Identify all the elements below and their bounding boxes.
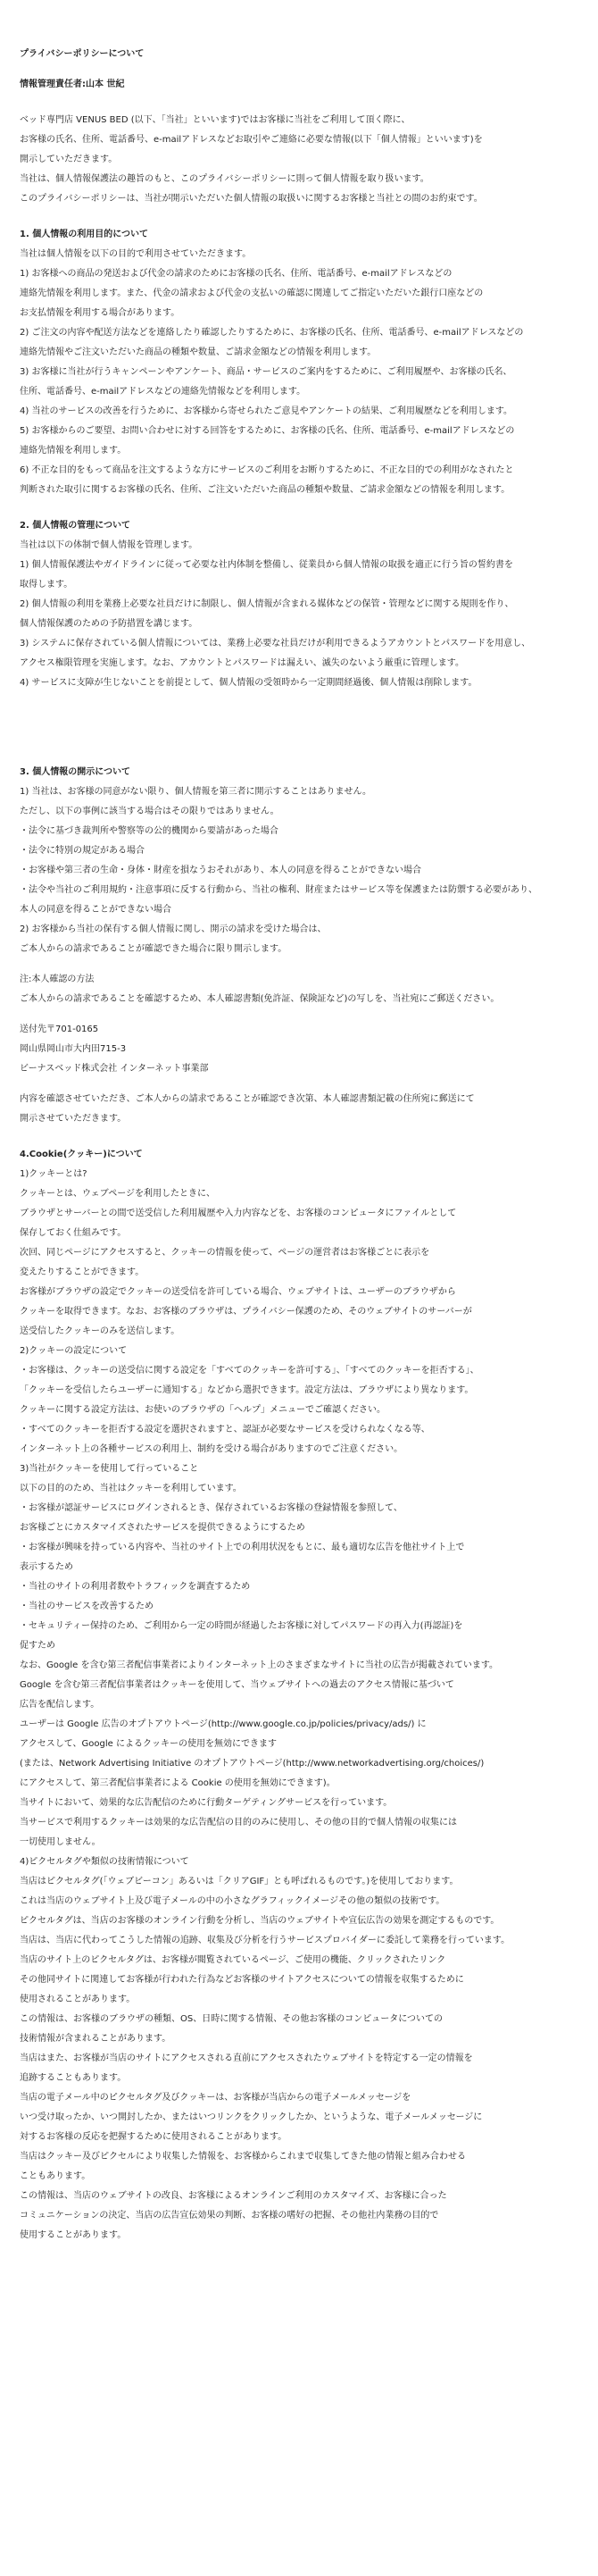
text-line: クッキーとは、ウェブページを利用したときに、 [20, 1189, 215, 1199]
text-line: 開示させていただきます。 [20, 1114, 127, 1124]
text-line: 使用することがあります。 [20, 2230, 127, 2240]
text-line: ・法令や当社のご利用規約・注意事項に反する行動から、当社の権利、財産またはサービス等を保護または防禦する必要があり、 [20, 885, 537, 895]
text-line: 6) 不正な目的をもって商品を注文するような方にサービスのご利用をお断りするために、不正な目的での利用がなされたと [20, 465, 514, 475]
text-line: 連絡先情報を利用します。また、代金の請求および代金の支払いの確認に関連してご指定いただいた銀行口座などの [20, 289, 484, 298]
text-line: ・当社のサイトの利用者数やトラフィックを調査するため [20, 1582, 251, 1592]
text-line: 保存しておく仕組みです。 [20, 1228, 127, 1238]
text-line: 当店の電子メール中のピクセルタグ及びクッキーは、お客様が当店からの電子メールメッセージを [20, 2093, 411, 2103]
text-line: 2) ご注文の内容や配送方法などを連絡したり確認したりするために、お客様の氏名、住所、電話番号、e-mailアドレスなどの [20, 328, 524, 338]
text-line: ピクセルタグは、当店のお客様のオンライン行動を分析し、当店のウェブサイトや宣伝広告の効果を測定するものです。 [20, 1916, 500, 1926]
text-line: 当店はクッキー及びピクセルにより収集した情報を、お客様からこれまで収集してきた他の情報と組み合わせる [20, 2152, 466, 2162]
text-line: ユーザーは Google 広告のオプトアウトページ(http://www.google.co.jp/policies/privacy/ads/) に [20, 1719, 427, 1729]
text-line: インターネット上の各種サービスの利用上、制約を受ける場合がありますのでご注意ください。 [20, 1444, 403, 1454]
text-line: 送受信したクッキーのみを送信します。 [20, 1326, 180, 1336]
text-line: 判断された取引に関するお客様の氏名、住所、ご注文いただいた商品の種類や数量、ご請求金額などの情報を利用します。 [20, 485, 511, 495]
text-line: ご本人からの請求であることが確認できた場合に限り開示します。 [20, 944, 287, 954]
text-line: いつ受け取ったか、いつ開封したか、またはいつリンクをクリックしたか、というような、電子メールメッセージに [20, 2112, 483, 2122]
text-line: 本人の同意を得ることができない場合 [20, 905, 171, 915]
text-line: 「クッキーを受信したらユーザーに通知する」などから選択できます。設定方法は、ブラウザにより異なります。 [20, 1385, 474, 1395]
text-line: 当社は個人情報を以下の目的で利用させていただきます。 [20, 249, 252, 259]
section-4-body [20, 1165, 580, 2246]
text-line: 4) サービスに支障が生じないことを前提として、個人情報の受領時から一定期間経過後、個人情報は削除します。 [20, 678, 478, 688]
text-line: 1) お客様への商品の発送および代金の請求のためにお客様の氏名、住所、電話番号、e-mailアドレスなどの [20, 269, 453, 279]
text-line: 当サイトにおいて、効果的な広告配信のために行動ターゲティングサービスを行っています。 [20, 1798, 393, 1808]
text-line: 取得します。 [20, 580, 73, 590]
section-2-body [20, 536, 580, 693]
text-line: ・すべてのクッキーを拒否する設定を選択されますと、認証が必要なサービスを受けられなくなる等、 [20, 1425, 430, 1434]
text-line: ・お客様が認証サービスにログインされるとき、保存されているお客様の登録情報を参照して、 [20, 1503, 403, 1513]
text-line: お客様ごとにカスタマイズされたサービスを提供できるようにするため [20, 1523, 305, 1533]
text-line: 1)クッキーとは? [20, 1169, 87, 1179]
text-line: ・セキュリティー保持のため、ご利用から一定の時間が経過したお客様に対してパスワードの再入力(再認証)を [20, 1621, 463, 1631]
text-line: クッキーを取得できます。なお、お客様のブラウザは、プライバシー保護のため、そのウェブサイトのサーバーが [20, 1307, 472, 1317]
text-line: 当店はまた、お客様が当店のサイトにアクセスされる直前にアクセスされたウェブサイトを特定する一定の情報を [20, 2053, 473, 2063]
text-line: この情報は、当店のウェブサイトの改良、お客様によるオンラインご利用のカスタマイズ、お客様に合った [20, 2191, 447, 2201]
text-line: アクセスして、Google によるクッキーの使用を無効にできます [20, 1739, 277, 1749]
note-text: ご本人からの請求であることを確認するため、本人確認書類(免許証、保険証など)の写しを、当社宛にご郵送ください。 [20, 994, 500, 1004]
text-line: ・法令に特別の規定がある場合 [20, 846, 145, 856]
section-3-body [20, 782, 580, 959]
text-line: 当サービスで利用するクッキーは効果的な広告配信の目的のみに使用し、その他の目的で個人情報の収集には [20, 1818, 457, 1827]
intro-paragraph [20, 111, 580, 209]
text-line: これは当店のウェブサイト上及び電子メールの中の小さなグラフィックイメージその他の類似の技術です。 [20, 1896, 445, 1906]
address-after [20, 1090, 580, 1129]
text-line: 3) お客様に当社が行うキャンペーンやアンケート、商品・サービスのご案内をするために、ご利用履歴や、お客様の氏名、 [20, 367, 512, 377]
note-heading: 注:本人確認の方法 [20, 974, 95, 984]
section-1-heading: 1. 個人情報の利用目的について [20, 230, 149, 239]
text-line: 対するお客様の反応を把握するために使用されることがあります。 [20, 2132, 287, 2142]
text-line: コミュニケーションの決定、当店の広告宣伝効果の判断、お客様の嗜好の把握、その他社内業務の目的で [20, 2211, 439, 2221]
section-2-heading: 2. 個人情報の管理について [20, 521, 131, 531]
address-block [20, 1020, 580, 1079]
text-line: 当店は、当店に代わってこうした情報の追跡、収集及び分析を行うサービスプロバイダーに委託して業務を行っています。 [20, 1936, 511, 1945]
text-line: 2) お客様から当社の保有する個人情報に関し、開示の請求を受けた場合は、 [20, 924, 327, 934]
text-line: このプライバシーポリシーは、当社が開示いただいた個人情報の取扱いに関するお客様と当社との間のお約束です。 [20, 194, 483, 204]
text-line: 次回、同じページにアクセスすると、クッキーの情報を使って、ページの運営者はお客様ごとに表示を [20, 1248, 430, 1258]
page-title: プライバシーポリシーについて [20, 49, 145, 59]
text-line: 2) 個人情報の利用を業務上必要な社員だけに制限し、個人情報が含まれる媒体などの保管・管理などに関する規則を作り、 [20, 599, 514, 609]
text-line: お客様の氏名、住所、電話番号、e-mailアドレスなどお取引やご連絡に必要な情報(以下「個人情報」といいます)を [20, 135, 483, 145]
text-line: 岡山県岡山市大内田715-3 [20, 1044, 127, 1054]
text-line: Google を含む第三者配信事業者はクッキーを使用して、当ウェブサイトへの過去のアクセス情報に基づいて [20, 1680, 454, 1690]
text-line: 個人情報保護のための予防措置を講じます。 [20, 619, 198, 629]
section-4-heading: 4.Cookie(クッキー)について [20, 1150, 143, 1159]
text-line: ブラウザとサーバーとの間で送受信した利用履歴や入力内容などを、お客様のコンピュータにファイルとして [20, 1209, 457, 1218]
text-line: 開示していただきます。 [20, 155, 118, 164]
text-line: 2)クッキーの設定について [20, 1346, 128, 1356]
text-line: お支払情報を利用する場合があります。 [20, 308, 180, 318]
text-line: 送付先〒701-0165 [20, 1025, 99, 1034]
text-line: ビーナスベッド株式会社 インターネット事業部 [20, 1064, 209, 1074]
text-line: 連絡先情報やご注文いただいた商品の種類や数量、ご請求金額などの情報を利用します。 [20, 347, 377, 357]
text-line: お客様がブラウザの設定でクッキーの送受信を許可している場合、ウェブサイトは、ユーザーのブラウザから [20, 1287, 456, 1297]
section-1-body [20, 245, 580, 500]
text-line: 4)ピクセルタグや類似の技術情報について [20, 1857, 189, 1867]
section-3-heading: 3. 個人情報の開示について [20, 767, 131, 777]
manager-line: 情報管理責任者:山本 世紀 [20, 79, 125, 89]
text-line: (または、Network Advertising Initiative のオプトアウトページ(http://www.networkadvertising.org/choices/) [20, 1759, 485, 1769]
text-line: 3)当社がクッキーを使用して行っていること [20, 1464, 199, 1474]
text-line: クッキーに関する設定方法は、お使いのブラウザの「ヘルプ」メニューでご確認ください。 [20, 1405, 386, 1415]
text-line: ・法令に基づき裁判所や警察等の公的機関から要請があった場合 [20, 826, 278, 836]
text-line: ・お客様や第三者の生命・身体・財産を損なうおそれがあり、本人の同意を得ることができない場合 [20, 866, 421, 875]
text-line: 当店はピクセルタグ(「ウェブビーコン」あるいは「クリアGIF」とも呼ばれるものです。)を使用しております。 [20, 1877, 459, 1886]
text-line: にアクセスして、第三者配信事業者による Cookie の使用を無効にできます)。 [20, 1778, 336, 1788]
text-line: ・お客様は、クッキーの送受信に関する設定を「すべてのクッキーを許可する」、「すべてのクッキーを拒否する」、 [20, 1366, 479, 1376]
text-line: 広告を配信します。 [20, 1700, 100, 1710]
text-line: ・当社のサービスを改善するため [20, 1602, 154, 1611]
text-line: 内容を確認させていただき、ご本人からの請求であることが確認でき次第、本人確認書類記載の住所宛に郵送にて [20, 1094, 475, 1104]
text-line: 連絡先情報を利用します。 [20, 446, 127, 456]
text-line: 追跡することもあります。 [20, 2073, 127, 2083]
text-line: なお、Google を含む第三者配信事業者によりインターネット上のさまざまなサイトに当社の広告が掲載されています。 [20, 1660, 499, 1670]
text-line: 当社は以下の体制で個人情報を管理します。 [20, 540, 198, 550]
text-line: 一切使用しません。 [20, 1837, 101, 1847]
text-line: 技術情報が含まれることがあります。 [20, 2034, 171, 2044]
text-line: 4) 当社のサービスの改善を行うために、お客様から寄せられたご意見やアンケートの結果、ご利用履歴などを利用します。 [20, 406, 513, 416]
text-line: アクセス権限管理を実施します。なお、アカウントとパスワードは漏えい、滅失のないよう厳重に管理します。 [20, 658, 464, 668]
text-line: ・お客様が興味を持っている内容や、当社のサイト上での利用状況をもとに、最も適切な広告を他社サイト上で [20, 1543, 465, 1552]
text-line: ただし、以下の事例に該当する場合はその限りではありません。 [20, 807, 279, 816]
text-line: 1) 個人情報保護法やガイドラインに従って必要な社内体制を整備し、従業員から個人情報の取扱を適正に行う旨の誓約書を [20, 560, 513, 570]
text-line: 3) システムに保存されている個人情報については、業務上必要な社員だけが利用できるようアカウントとパスワードを用意し、 [20, 639, 531, 648]
text-line: この情報は、お客様のブラウザの種類、OS、日時に関する情報、その他お客様のコンピュータについての [20, 2014, 444, 2024]
text-line: その他同サイトに関連してお客様が行われた行為などお客様のサイトアクセスについての情報を収集するために [20, 1975, 464, 1985]
text-line: こともあります。 [20, 2171, 91, 2181]
text-line: 以下の目的のため、当社はクッキーを利用しています。 [20, 1484, 242, 1493]
text-line: 変えたりすることができます。 [20, 1267, 145, 1277]
text-line: 促すため [20, 1641, 55, 1651]
text-line: 当店のサイト上のピクセルタグは、お客様が閲覧されているページ、ご使用の機能、クリックされたリンク [20, 1955, 446, 1965]
text-line: 1) 当社は、お客様の同意がない限り、個人情報を第三者に開示することはありません。 [20, 787, 372, 797]
text-line: 5) お客様からのご要望、お問い合わせに対する回答をするために、お客様の氏名、住所、電話番号、e-mailアドレスなどの [20, 426, 515, 436]
text-line: 住所、電話番号、e-mailアドレスなどの連絡先情報などを利用します。 [20, 387, 306, 397]
text-line: 表示するため [20, 1562, 73, 1572]
text-line: 使用されることがあります。 [20, 1995, 136, 2004]
text-line: 当社は、個人情報保護法の趣旨のもと、このプライバシーポリシーに則って個人情報を取り扱います。 [20, 174, 429, 184]
text-line: ベッド専門店 VENUS BED (以下、「当社」といいます)ではお客様に当社をご利用して頂く際に、 [20, 115, 411, 125]
